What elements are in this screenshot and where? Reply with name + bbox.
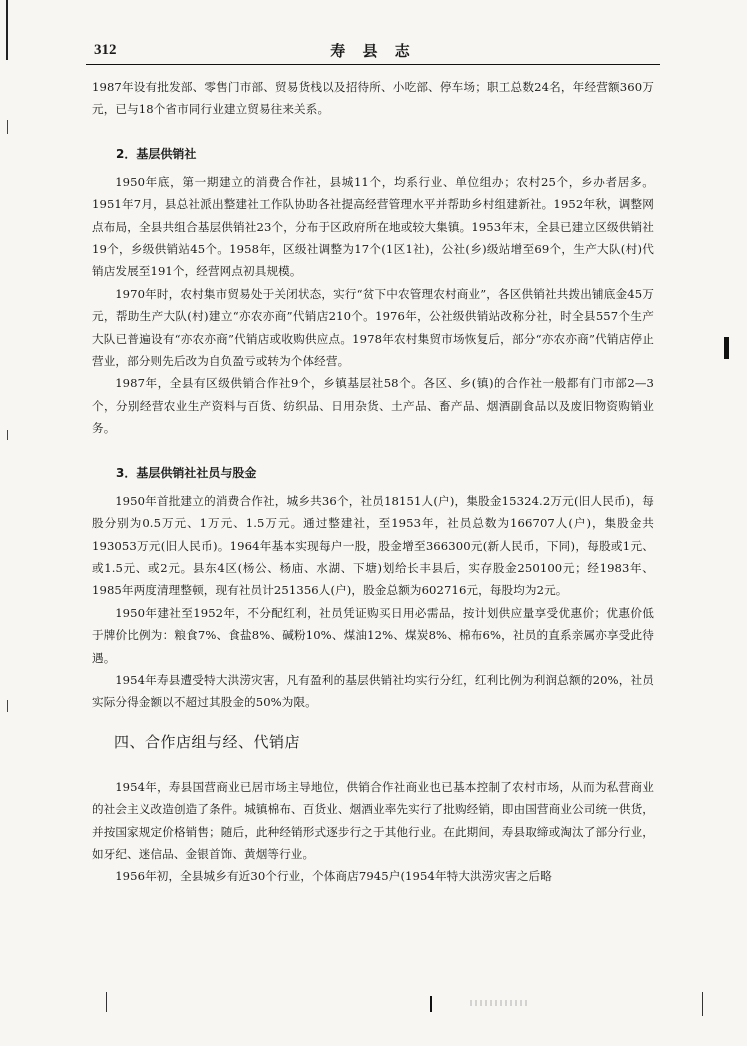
scan-edge-mark [7, 120, 8, 134]
scan-smudge [470, 1000, 530, 1006]
paragraph: 1956年初，全县城乡有近30个行业，个体商店7945户(1954年特大洪涝灾害之后略 [115, 869, 552, 884]
scan-tick [106, 992, 107, 1012]
page-body [92, 76, 654, 888]
paragraph: 1987年，全县有区级供销合作社9个，乡镇基层社58个。各区、乡(镇)的合作社一般都有门市部2—3个，分别经营农业生产资料与百货、纺织品、日用杂货、土产品、畜产品、烟酒副食品以及废旧物资购销业务。 [92, 376, 654, 436]
paragraph: 1950年首批建立的消费合作社，城乡共36个，社员18151人(户)，集股金15324.2万元(旧人民币)，每股分别为0.5万元、1万元、1.5万元。通过整建社，至1953年，社员总数为166707人(户)，集股金共193053万元(旧人民币)。1964年基本实现每户一股，股金增至366300元(新人民币，下同)，每股或1元、或1.5元、或2元。县东4区(杨公、杨庙、水湖、下塘)划给长丰县后，实存股金250100元；经1983年、1985年两度清理整顿，现有社员计251356人(户)，股金总额为602716元，每股均为2元。 [92, 493, 654, 598]
paragraph: 1954年寿县遭受特大洪涝灾害，凡有盈利的基层供销社均实行分红，红利比例为利润总额的20%，社员实际分得金额以不超过其股金的50%为限。 [92, 672, 654, 710]
paragraph: 1987年设有批发部、零售门市部、贸易货栈以及招待所、小吃部、停车场；职工总数24名，年经营额360万元，已与18个省市同行业建立贸易往来关系。 [92, 80, 654, 117]
scan-edge-line [6, 0, 8, 60]
paragraph: 1970年时，农村集市贸易处于关闭状态，实行“贫下中农管理农村商业”，各区供销社共拨出铺底金45万元，帮助生产大队(村)建立“亦农亦商”代销店210个。1976年，公社级供销站改称分社，时全县557个生产大队已普遍设有“亦农亦商”代销店或收购供应点。1978年农村集贸市场恢复后，部分“亦农亦商”代销店停止营业，部分则先后改为自负盈亏或转为个体经营。 [92, 286, 654, 369]
page-header [86, 38, 660, 65]
paragraph: 1950年底，第一期建立的消费合作社，县城11个，均系行业、单位组办；农村25个，乡办者居多。1951年7月，县总社派出整建社工作队协助各社提高经营管理水平并帮助乡村组建新社。1952年秋，调整网点布局，全县共组合基层供销社23个，分布于区政府所在地或较大集镇。1953年末，全县已建立区级供销社19个，乡级供销站45个。1958年，区级社调整为17个(1区1社)，公社(乡)级站增至69个，生产大队(村)代销店发展至191个，经营网点初具规模。 [92, 174, 654, 279]
scan-tick [702, 992, 703, 1016]
scan-edge-mark [7, 430, 8, 440]
scan-footer-marks [0, 986, 747, 1026]
scan-edge-mark [7, 700, 8, 712]
scan-tick [430, 996, 432, 1012]
running-title: 寿 县 志 [330, 42, 416, 60]
page-number: 312 [94, 42, 117, 58]
section-heading: 四、合作店组与经、代销店 [114, 732, 301, 751]
paragraph: 1950年建社至1952年，不分配红利，社员凭证购买日用必需品，按计划供应量享受优惠价；优惠价低于牌价比例为：粮食7%、食盐8%、碱粉10%、煤油12%、煤炭8%、棉布6%，社员的直系亲属亦享受此待遇。 [92, 605, 654, 665]
subheading: 2．基层供销社 [116, 146, 197, 161]
paragraph: 1954年，寿县国营商业已居市场主导地位，供销合作社商业也已基本控制了农村市场，从而为私营商业的社会主义改造创造了条件。城镇棉布、百货业、烟酒业率先实行了批购经销，即由国营商业公司统一供货，并按国家规定价格销售；随后，此种经销形式逐步行之于其他行业。在此期间，寿县取缔或淘汰了部分行业，如牙纪、迷信品、金银首饰、黄烟等行业。 [92, 779, 654, 861]
subheading: 3．基层供销社社员与股金 [116, 465, 257, 480]
margin-tab-mark [724, 337, 729, 359]
